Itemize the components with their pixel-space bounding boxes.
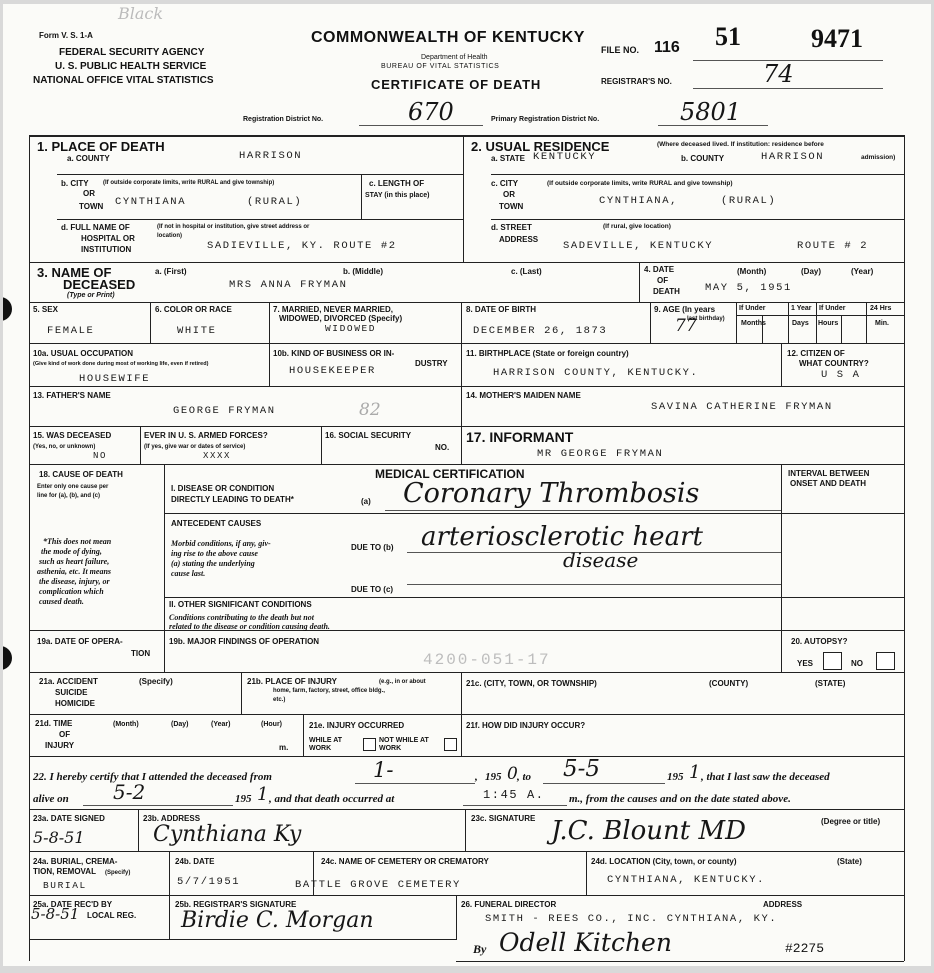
injury-m-label: m. bbox=[279, 743, 289, 752]
under1-label: If Under bbox=[739, 305, 766, 312]
stay-label: c. LENGTH OF bbox=[369, 179, 425, 188]
last-seen-year: 1 bbox=[257, 784, 269, 805]
dept-line-2: BUREAU OF VITAL STATISTICS bbox=[381, 63, 500, 70]
attest-yr1-prefix: 195 bbox=[485, 771, 502, 783]
birthplace: HARRISON COUNTY, KENTUCKY. bbox=[493, 367, 699, 379]
footnote-2: the mode of dying, bbox=[41, 547, 102, 556]
injury-city-label: 21c. (CITY, TOWN, OR TOWNSHIP) bbox=[466, 679, 597, 688]
attest-yr2-prefix: 195 bbox=[667, 771, 684, 783]
res-street-route: ROUTE # 2 bbox=[797, 240, 869, 252]
father-name: GEORGE FRYMAN bbox=[173, 405, 276, 417]
file-no-stamp-2: 9471 bbox=[811, 24, 863, 53]
suicide-label: SUICIDE bbox=[55, 688, 88, 697]
days-label: Days bbox=[792, 320, 809, 327]
res-city-town: TOWN bbox=[499, 202, 524, 211]
footnote-7: caused death. bbox=[39, 597, 84, 606]
operation-date-label-2: TION bbox=[131, 649, 151, 658]
not-while-at-work-label: NOT WHILE AT WORK bbox=[379, 737, 429, 752]
cause-instruction: Enter only one cause per bbox=[37, 484, 109, 490]
file-no-stamp-1: 51 bbox=[715, 22, 741, 51]
autopsy-label: 20. AUTOPSY? bbox=[791, 637, 848, 646]
armed-dates: XXXX bbox=[203, 451, 232, 461]
death-certificate bbox=[3, 4, 931, 966]
middle-name-label: b. (Middle) bbox=[343, 267, 383, 276]
reg-district: 670 bbox=[408, 98, 454, 126]
dod-label-2: OF bbox=[657, 276, 669, 285]
dod-label-3: DEATH bbox=[653, 287, 680, 296]
dod-day-label: (Day) bbox=[801, 267, 822, 276]
under24-label: If Under bbox=[819, 305, 846, 312]
interval-label-2: ONSET AND DEATH bbox=[790, 479, 866, 488]
form-number: Form V. S. 1-A bbox=[39, 31, 93, 40]
business-label: 10b. KIND OF BUSINESS OR IN- bbox=[273, 349, 395, 358]
res-county-label: b. COUNTY bbox=[681, 154, 725, 163]
injury-occurred-label: 21e. INJURY OCCURRED bbox=[309, 721, 405, 730]
marital-status: WIDOWED bbox=[325, 323, 377, 334]
registrar-signature-label: 25b. REGISTRAR'S SIGNATURE bbox=[175, 900, 297, 909]
certificate-title: CERTIFICATE OF DEATH bbox=[371, 77, 542, 92]
pencil-note: Black bbox=[118, 4, 164, 23]
armed-label-2: EVER IN U. S. ARMED FORCES? bbox=[144, 431, 268, 440]
other-instruction-2: related to the disease or condition causing death. bbox=[169, 622, 330, 631]
burial-date: 5/7/1951 bbox=[177, 876, 241, 888]
under24-label-2: 24 Hrs bbox=[870, 305, 892, 312]
hospital-instruction: (If not in hospital or institution, give street address or bbox=[157, 224, 310, 230]
attest-line-1b: , that I last saw the deceased bbox=[701, 771, 830, 783]
attest-line-1: 22. I hereby certify that I attended the deceased from bbox=[33, 771, 272, 783]
name-label-2: DECEASED bbox=[63, 277, 136, 292]
burial-label: 24a. BURIAL, CREMA- bbox=[33, 857, 118, 866]
time-of-death: 1:45 A. bbox=[483, 788, 545, 802]
business-label-2: DUSTRY bbox=[415, 359, 448, 368]
usual-residence-label: 2. USUAL RESIDENCE bbox=[471, 139, 610, 154]
injury-place-label-3: home, farm, factory, street, office bldg., bbox=[273, 688, 385, 694]
pod-city: CYNTHIANA bbox=[115, 196, 187, 208]
burial-state-label: (State) bbox=[837, 857, 862, 866]
date-signed: 5-8-51 bbox=[33, 828, 85, 847]
morbid-4: cause last. bbox=[171, 569, 206, 578]
autopsy-yes-label: YES bbox=[797, 659, 814, 668]
disease-label-2: DIRECTLY LEADING TO DEATH* bbox=[171, 495, 294, 504]
antecedent-label: ANTECEDENT CAUSES bbox=[171, 519, 262, 528]
rec-date-label-2: LOCAL REG. bbox=[87, 911, 137, 920]
license-number: #2275 bbox=[785, 941, 825, 956]
pod-county-label: a. COUNTY bbox=[67, 154, 110, 163]
cemetery: BATTLE GROVE CEMETERY bbox=[295, 879, 461, 891]
last-name-label: c. (Last) bbox=[511, 267, 542, 276]
injury-time-label-2: OF bbox=[59, 730, 71, 739]
attest-alive-on: alive on bbox=[33, 793, 69, 805]
citizenship: U S A bbox=[821, 369, 861, 381]
footnote-4: asthenia, etc. It means bbox=[37, 567, 112, 576]
autopsy-no-checkbox[interactable] bbox=[876, 652, 895, 670]
injury-county-label: (COUNTY) bbox=[709, 679, 749, 688]
medical-certification-title: MEDICAL CERTIFICATION bbox=[375, 467, 525, 481]
birthplace-label: 11. BIRTHPLACE (State or foreign country) bbox=[466, 349, 629, 358]
while-at-work-label: WHILE AT WORK bbox=[309, 737, 343, 752]
not-while-at-work-checkbox[interactable] bbox=[444, 738, 457, 751]
funeral-director: SMITH - REES CO., INC. CYNTHIANA, KY. bbox=[485, 913, 778, 925]
dob-label: 8. DATE OF BIRTH bbox=[466, 305, 537, 314]
attest-comma: , bbox=[475, 771, 478, 783]
pod-county: HARRISON bbox=[239, 150, 303, 162]
file-no-label: FILE NO. bbox=[601, 45, 639, 55]
citizen-label-2: WHAT COUNTRY? bbox=[799, 359, 869, 368]
cause-instruction-2: line for (a), (b), and (c) bbox=[37, 493, 100, 499]
attest-line-2b: m., from the causes and on the date stated above. bbox=[569, 793, 791, 805]
cause-of-death-label: 18. CAUSE OF DEATH bbox=[39, 470, 123, 479]
dept-line-1: Department of Health bbox=[421, 54, 488, 61]
citizen-label: 12. CITIZEN OF bbox=[787, 349, 845, 358]
burial-location: CYNTHIANA, KENTUCKY. bbox=[607, 874, 766, 886]
armed-label: 15. WAS DECEASED bbox=[33, 431, 112, 440]
injury-place-label-2: (e.g., in or about bbox=[379, 679, 426, 685]
sex-label: 5. SEX bbox=[33, 305, 58, 314]
res-street-label: d. STREET bbox=[491, 223, 532, 232]
homicide-label: HOMICIDE bbox=[55, 699, 95, 708]
mother-name: SAVINA CATHERINE FRYMAN bbox=[651, 401, 833, 413]
injury-place-label: 21b. PLACE OF INJURY bbox=[247, 677, 337, 686]
armed-forces-answer: NO bbox=[93, 451, 108, 461]
armed-label-4: (If yes, give war or dates of service) bbox=[144, 444, 246, 450]
registrar-signature: Birdie C. Morgan bbox=[181, 908, 374, 933]
age-label-2: last birthday) bbox=[687, 316, 725, 322]
hospital-label: d. FULL NAME OF bbox=[61, 223, 130, 232]
agency-line-3: NATIONAL OFFICE VITAL STATISTICS bbox=[33, 75, 214, 86]
attest-to-label: , to bbox=[517, 771, 532, 783]
due-to-b-label: DUE TO (b) bbox=[351, 543, 394, 552]
dod-year-label: (Year) bbox=[851, 267, 874, 276]
footnote-5: the disease, injury, or bbox=[39, 577, 110, 586]
registrar-no: 74 bbox=[763, 60, 794, 88]
funeral-director-label: 26. FUNERAL DIRECTOR bbox=[461, 900, 557, 909]
injury-month-label: (Month) bbox=[113, 721, 139, 728]
min-label: Min. bbox=[875, 320, 889, 327]
operation-date-label: 19a. DATE OF OPERA- bbox=[37, 637, 123, 646]
registrar-no-label: REGISTRAR'S NO. bbox=[601, 77, 672, 86]
attended-from-year: 0 bbox=[507, 764, 518, 784]
res-state: KENTUCKY bbox=[533, 151, 597, 163]
signature-label: 23c. SIGNATURE bbox=[471, 814, 536, 823]
dod-month-label: (Month) bbox=[737, 267, 767, 276]
other-instruction: Conditions contributing to the death but not bbox=[169, 613, 314, 622]
occupation-label: 10a. USUAL OCCUPATION bbox=[33, 349, 134, 358]
morbid-1: Morbid conditions, if any, giv- bbox=[171, 539, 271, 548]
informant: MR GEORGE FRYMAN bbox=[537, 448, 664, 460]
cause-b-2: disease bbox=[563, 548, 639, 572]
burial-specify: (Specify) bbox=[105, 870, 131, 876]
footnote-6: complication which bbox=[39, 587, 104, 596]
res-state-label: a. STATE bbox=[491, 154, 525, 163]
last-seen-alive: 5-2 bbox=[113, 780, 146, 804]
injury-day-label: (Day) bbox=[171, 721, 189, 728]
injury-place-label-4: etc.) bbox=[273, 697, 286, 703]
primary-district-label: Primary Registration District No. bbox=[491, 116, 600, 123]
certifier-address: Cynthiana Ky bbox=[153, 822, 302, 847]
first-name-label: a. (First) bbox=[155, 267, 187, 276]
primary-district: 5801 bbox=[680, 98, 742, 126]
disposition: BURIAL bbox=[43, 880, 87, 891]
hospital-instruction-2: location) bbox=[157, 233, 182, 239]
race-label: 6. COLOR OR RACE bbox=[155, 305, 232, 314]
date-signed-label: 23a. DATE SIGNED bbox=[33, 814, 105, 823]
under1-label-2: 1 Year bbox=[791, 305, 812, 312]
residence-note-2: admission) bbox=[861, 154, 896, 161]
other-conditions-label: II. OTHER SIGNIFICANT CONDITIONS bbox=[169, 600, 312, 609]
by-label: By bbox=[473, 942, 487, 956]
father-label: 13. FATHER'S NAME bbox=[33, 391, 111, 400]
morbid-2: ing rise to the above cause bbox=[171, 549, 258, 558]
injury-how-label: 21f. HOW DID INJURY OCCUR? bbox=[466, 721, 586, 730]
attended-from: 1- bbox=[373, 758, 394, 782]
accident-specify: (Specify) bbox=[139, 677, 173, 686]
deceased-name: MRS ANNA FRYMAN bbox=[229, 279, 348, 291]
morbid-3: (a) stating the underlying bbox=[171, 559, 255, 568]
agency-line-2: U. S. PUBLIC HEALTH SERVICE bbox=[55, 61, 207, 72]
pod-city-rural: (RURAL) bbox=[247, 196, 303, 208]
attest-yr3-prefix: 195 bbox=[235, 793, 252, 805]
injury-state-label: (STATE) bbox=[815, 679, 846, 688]
armed-label-3: (Yes, no, or unknown) bbox=[33, 444, 96, 450]
place-of-death-label: 1. PLACE OF DEATH bbox=[37, 139, 165, 154]
cause-a: Coronary Thrombosis bbox=[403, 478, 700, 509]
degree-label: (Degree or title) bbox=[821, 817, 881, 826]
injury-hour-label: (Hour) bbox=[261, 721, 282, 728]
ssn-label-2: NO. bbox=[435, 443, 450, 452]
age: 77 bbox=[675, 316, 697, 336]
hospital-value: SADIEVILLE, KY. ROUTE #2 bbox=[207, 240, 397, 252]
punch-hole bbox=[3, 297, 12, 321]
dod-label: 4. DATE bbox=[644, 265, 675, 274]
ssn-label: 16. SOCIAL SECURITY bbox=[325, 431, 412, 440]
res-street-instruction: (If rural, give location) bbox=[603, 223, 671, 230]
disease-label: I. DISEASE OR CONDITION bbox=[171, 484, 275, 493]
res-city-or: OR bbox=[503, 190, 515, 199]
line-a-label: (a) bbox=[361, 497, 371, 506]
injury-time-label: 21d. TIME bbox=[35, 719, 73, 728]
res-street: SADEVILLE, KENTUCKY bbox=[563, 240, 714, 252]
cause-b: arteriosclerotic heart bbox=[421, 522, 703, 552]
punch-hole bbox=[3, 646, 12, 670]
funeral-address-label: ADDRESS bbox=[763, 900, 803, 909]
physician-signature: J.C. Blount MD bbox=[551, 816, 746, 846]
cemetery-label: 24c. NAME OF CEMETERY OR CREMATORY bbox=[321, 857, 489, 866]
res-county: HARRISON bbox=[761, 151, 825, 163]
rec-date-label: 25a. DATE REC'D BY bbox=[33, 900, 113, 909]
hospital-label-2: HOSPITAL OR bbox=[81, 234, 135, 243]
interval-label: INTERVAL BETWEEN bbox=[788, 469, 870, 478]
file-no-printed: 116 bbox=[654, 39, 680, 56]
pod-city-instruction: (If outside corporate limits, write RURAL and give township) bbox=[103, 180, 275, 186]
date-of-death: MAY 5, 1951 bbox=[705, 282, 792, 294]
rec-date: 5-8-51 bbox=[31, 905, 80, 923]
residence-note: (Where deceased lived. If institution: residence before bbox=[657, 141, 824, 148]
while-at-work-checkbox[interactable] bbox=[363, 738, 376, 751]
attended-to: 5-5 bbox=[563, 756, 601, 782]
marital-label: 7. MARRIED, NEVER MARRIED, bbox=[273, 305, 394, 314]
due-to-c-label: DUE TO (c) bbox=[351, 585, 394, 594]
res-city: CYNTHIANA, bbox=[599, 195, 679, 207]
occupation: HOUSEWIFE bbox=[79, 373, 151, 385]
burial-date-label: 24b. DATE bbox=[175, 857, 215, 866]
pod-city-town: TOWN bbox=[79, 202, 104, 211]
injury-year-label: (Year) bbox=[211, 721, 231, 728]
injury-time-label-3: INJURY bbox=[45, 741, 75, 750]
months-label: Months bbox=[741, 320, 766, 327]
footnote-1: *This does not mean bbox=[43, 537, 112, 546]
burial-location-label: 24d. LOCATION (City, town, or county) bbox=[591, 857, 737, 866]
res-city-instruction: (If outside corporate limits, write RURAL and give township) bbox=[547, 180, 733, 187]
attest-line-2: , and that death occurred at bbox=[269, 793, 395, 805]
reg-district-label: Registration District No. bbox=[243, 116, 324, 123]
informant-label: 17. INFORMANT bbox=[466, 429, 574, 445]
autopsy-yes-checkbox[interactable] bbox=[823, 652, 842, 670]
res-city-label: c. CITY bbox=[491, 179, 519, 188]
marital-label-2: WIDOWED, DIVORCED (Specify) bbox=[279, 314, 403, 323]
autopsy-no-label: NO bbox=[851, 659, 863, 668]
age-label: 9. AGE (In years bbox=[654, 305, 716, 314]
accident-label: 21a. ACCIDENT bbox=[39, 677, 98, 686]
name-label: 3. NAME OF bbox=[37, 265, 112, 280]
pod-city-label: b. CITY bbox=[61, 179, 89, 188]
hospital-label-3: INSTITUTION bbox=[81, 245, 132, 254]
res-city-rural: (RURAL) bbox=[721, 195, 777, 207]
stay-label-2: STAY (in this place) bbox=[365, 192, 430, 199]
code-stamp: 4200-051-17 bbox=[423, 651, 551, 669]
race: WHITE bbox=[177, 325, 217, 337]
mother-label: 14. MOTHER'S MAIDEN NAME bbox=[466, 391, 581, 400]
occupation-instruction: (Give kind of work done during most of working life, even if retired) bbox=[33, 361, 209, 367]
attended-to-year: 1 bbox=[689, 762, 701, 783]
father-pencil-note: 82 bbox=[359, 400, 381, 420]
name-label-3: (Type or Print) bbox=[67, 292, 115, 299]
agency-line-1: FEDERAL SECURITY AGENCY bbox=[59, 47, 205, 58]
state-title: COMMONWEALTH OF KENTUCKY bbox=[311, 29, 585, 46]
sex: FEMALE bbox=[47, 325, 95, 337]
funeral-signature: Odell Kitchen bbox=[499, 928, 672, 957]
res-street-label-2: ADDRESS bbox=[499, 235, 539, 244]
footnote-3: such as heart failure, bbox=[39, 557, 110, 566]
operation-findings-label: 19b. MAJOR FINDINGS OF OPERATION bbox=[169, 637, 320, 646]
hours-label: Hours bbox=[818, 320, 839, 327]
pod-city-or: OR bbox=[83, 189, 95, 198]
burial-label-2: TION, REMOVAL bbox=[33, 867, 96, 876]
cert-address-label: 23b. ADDRESS bbox=[143, 814, 201, 823]
business: HOUSEKEEPER bbox=[289, 365, 376, 377]
date-of-birth: DECEMBER 26, 1873 bbox=[473, 325, 608, 337]
